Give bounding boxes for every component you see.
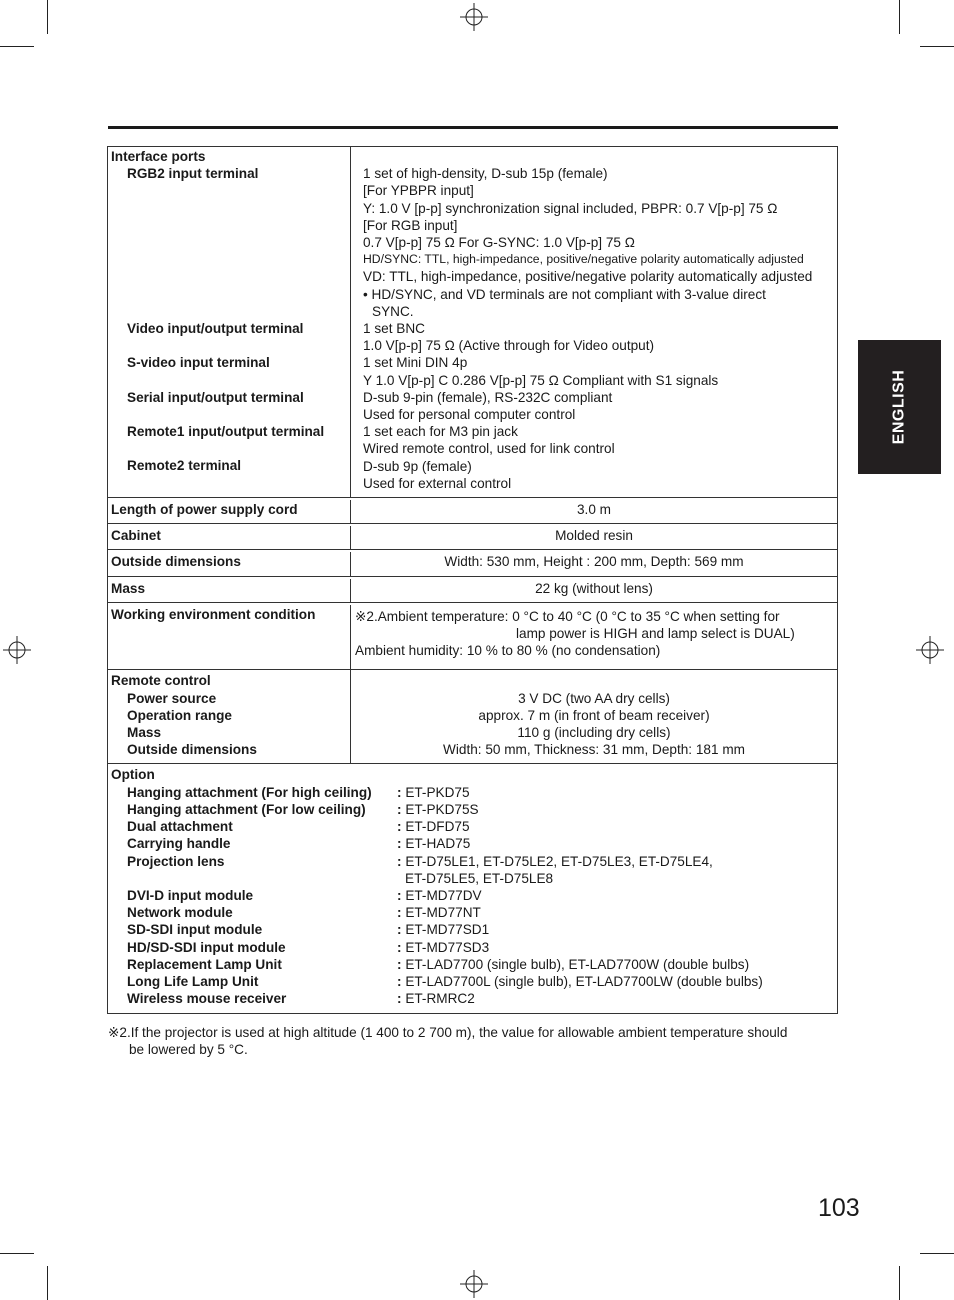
option-row	[111, 973, 834, 990]
option-value: : ET-PKD75	[397, 784, 470, 800]
remote-item-label: Operation range	[127, 707, 232, 723]
rgb2-line: [For RGB input]	[363, 217, 458, 233]
spec-label: Length of power supply cord	[108, 500, 351, 523]
option-label: Long Life Lamp Unit	[127, 973, 259, 989]
option-value: : ET-PKD75S	[397, 801, 479, 817]
interface-heading: Interface ports	[111, 149, 206, 164]
option-label: Wireless mouse receiver	[127, 991, 287, 1007]
spec-value: 22 kg (without lens)	[535, 580, 653, 596]
option-label: Hanging attachment (For low ceiling)	[127, 801, 366, 817]
option-row	[111, 835, 834, 852]
option-row	[111, 801, 834, 818]
environment-line: Ambient humidity: 10 % to 80 % (no condensation)	[355, 643, 661, 659]
option-value: : ET-D75LE1, ET-D75LE2, ET-D75LE3, ET-D75LE4, ET-D75LE5, ET-D75LE8	[397, 853, 713, 886]
remote-row	[107, 670, 838, 764]
remote2-label: Remote2 terminal	[127, 458, 242, 474]
rgb2-label: RGB2 input terminal	[127, 166, 259, 182]
crop-mark	[899, 1266, 900, 1300]
crop-mark	[0, 1253, 34, 1254]
spec-table	[107, 146, 838, 1014]
remote-labels	[108, 670, 351, 763]
interface-row	[107, 146, 838, 498]
option-value: : ET-LAD7700L (single bulb), ET-LAD7700LW (double bulbs)	[397, 973, 763, 989]
spec-value: Molded resin	[555, 528, 633, 544]
option-value: : ET-HAD75	[397, 836, 471, 852]
video-line: 1.0 V[p-p] 75 Ω (Active through for Video output)	[363, 338, 655, 354]
option-label: HD/SD-SDI input module	[127, 939, 286, 955]
option-label: DVI-D input module	[127, 887, 254, 903]
option-row	[111, 784, 834, 801]
option-row	[111, 990, 834, 1007]
remote-item-value: 110 g (including dry cells)	[517, 725, 671, 741]
svideo-line: 1 set Mini DIN 4p	[363, 355, 468, 371]
environment-row	[107, 603, 838, 671]
remote1-line: Wired remote control, used for link control	[363, 441, 615, 457]
crop-mark	[0, 46, 34, 47]
registration-mark-icon	[916, 636, 944, 664]
remote2-line: Used for external control	[363, 475, 512, 491]
footnote-line: be lowered by 5 °C.	[129, 1042, 248, 1058]
option-block	[107, 764, 838, 1014]
environment-value	[351, 605, 837, 670]
option-value: : ET-DFD75	[397, 819, 470, 835]
crop-mark	[899, 0, 900, 34]
spec-row	[107, 524, 838, 550]
rgb2-line: VD: TTL, high-impedance, positive/negative polarity automatically adjusted	[363, 269, 813, 285]
option-label: Hanging attachment (For high ceiling)	[127, 784, 372, 800]
option-row	[111, 853, 834, 887]
spec-row	[107, 550, 838, 576]
video-line: 1 set BNC	[363, 321, 425, 337]
crop-mark	[920, 1253, 954, 1254]
option-label: SD-SDI input module	[127, 922, 263, 938]
header-rule	[108, 126, 838, 129]
interface-labels	[108, 147, 351, 497]
video-label: Video input/output terminal	[127, 320, 304, 336]
remote2-line: D-sub 9p (female)	[363, 458, 472, 474]
option-label: Projection lens	[127, 853, 225, 869]
environment-label: Working environment condition	[108, 605, 351, 670]
remote1-label: Remote1 input/output terminal	[127, 424, 325, 440]
footnote	[108, 1024, 838, 1058]
remote-item-value: Width: 50 mm, Thickness: 31 mm, Depth: 181 mm	[443, 742, 745, 758]
remote-heading: Remote control	[111, 673, 211, 689]
registration-mark-icon	[3, 636, 31, 664]
option-label: Network module	[127, 905, 233, 921]
option-row	[111, 939, 834, 956]
spec-label: Mass	[108, 579, 351, 602]
option-value: : ET-MD77SD3	[397, 939, 490, 955]
language-tab-label: ENGLISH	[890, 369, 908, 445]
remote-item-value: approx. 7 m (in front of beam receiver)	[478, 707, 710, 723]
serial-line: D-sub 9-pin (female), RS-232C compliant	[363, 389, 613, 405]
rgb2-line: Y: 1.0 V [p-p] synchronization signal included, PBPR: 0.7 V[p-p] 75 Ω	[363, 200, 778, 216]
registration-mark-icon	[460, 1270, 488, 1298]
spec-label: Outside dimensions	[108, 552, 351, 575]
rgb2-line: 1 set of high-density, D-sub 15p (female)	[363, 166, 608, 182]
environment-line: lamp power is HIGH and lamp select is DUAL)	[516, 626, 795, 642]
option-row	[111, 887, 834, 904]
option-heading: Option	[111, 767, 155, 783]
rgb2-line: SYNC.	[372, 303, 414, 319]
remote-item-label: Mass	[127, 725, 162, 741]
interface-values	[351, 147, 837, 497]
footnote-line: ※2.If the projector is used at high altitude (1 400 to 2 700 m), the value for allowable ambient temperature should	[108, 1025, 788, 1040]
spec-row	[107, 498, 838, 524]
crop-mark	[47, 1266, 48, 1300]
option-row	[111, 818, 834, 835]
svideo-line: Y 1.0 V[p-p] C 0.286 V[p-p] 75 Ω Compliant with S1 signals	[363, 372, 719, 388]
option-value: : ET-LAD7700 (single bulb), ET-LAD7700W (double bulbs)	[397, 956, 750, 972]
option-label: Carrying handle	[127, 836, 231, 852]
remote-item-label: Outside dimensions	[127, 742, 257, 758]
spec-row	[107, 577, 838, 603]
option-row	[111, 904, 834, 921]
rgb2-line: [For YPBPR input]	[363, 183, 474, 199]
spec-value: Width: 530 mm, Height : 200 mm, Depth: 569 mm	[444, 554, 744, 570]
option-row	[111, 956, 834, 973]
remote1-line: 1 set each for M3 pin jack	[363, 424, 518, 440]
page-number: 103	[818, 1194, 860, 1222]
option-row	[111, 921, 834, 938]
rgb2-line: HD/SYNC: TTL, high-impedance, positive/negative polarity automatically adjusted	[363, 252, 804, 267]
crop-mark	[920, 46, 954, 47]
option-label: Dual attachment	[127, 819, 233, 835]
spec-label: Cabinet	[108, 526, 351, 549]
option-value: : ET-MD77NT	[397, 905, 481, 921]
rgb2-line: 0.7 V[p-p] 75 Ω For G-SYNC: 1.0 V[p-p] 75 Ω	[363, 235, 635, 250]
serial-line: Used for personal computer control	[363, 407, 576, 423]
remote-item-value: 3 V DC (two AA dry cells)	[518, 690, 670, 706]
svideo-label: S-video input terminal	[127, 355, 270, 371]
crop-mark	[47, 0, 48, 34]
serial-label: Serial input/output terminal	[127, 389, 304, 405]
environment-line: ※2.Ambient temperature: 0 °C to 40 °C (0 °C to 35 °C when setting for	[355, 608, 780, 624]
option-value: : ET-MD77DV	[397, 887, 482, 903]
registration-mark-icon	[460, 3, 488, 31]
rgb2-line: • HD/SYNC, and VD terminals are not compliant with 3-value direct	[363, 286, 766, 302]
remote-values	[351, 670, 837, 763]
option-value: : ET-RMRC2	[397, 991, 475, 1007]
language-tab	[858, 340, 941, 474]
option-label: Replacement Lamp Unit	[127, 956, 282, 972]
remote-item-label: Power source	[127, 690, 217, 706]
option-value: : ET-MD77SD1	[397, 922, 490, 938]
spec-value: 3.0 m	[577, 502, 611, 518]
